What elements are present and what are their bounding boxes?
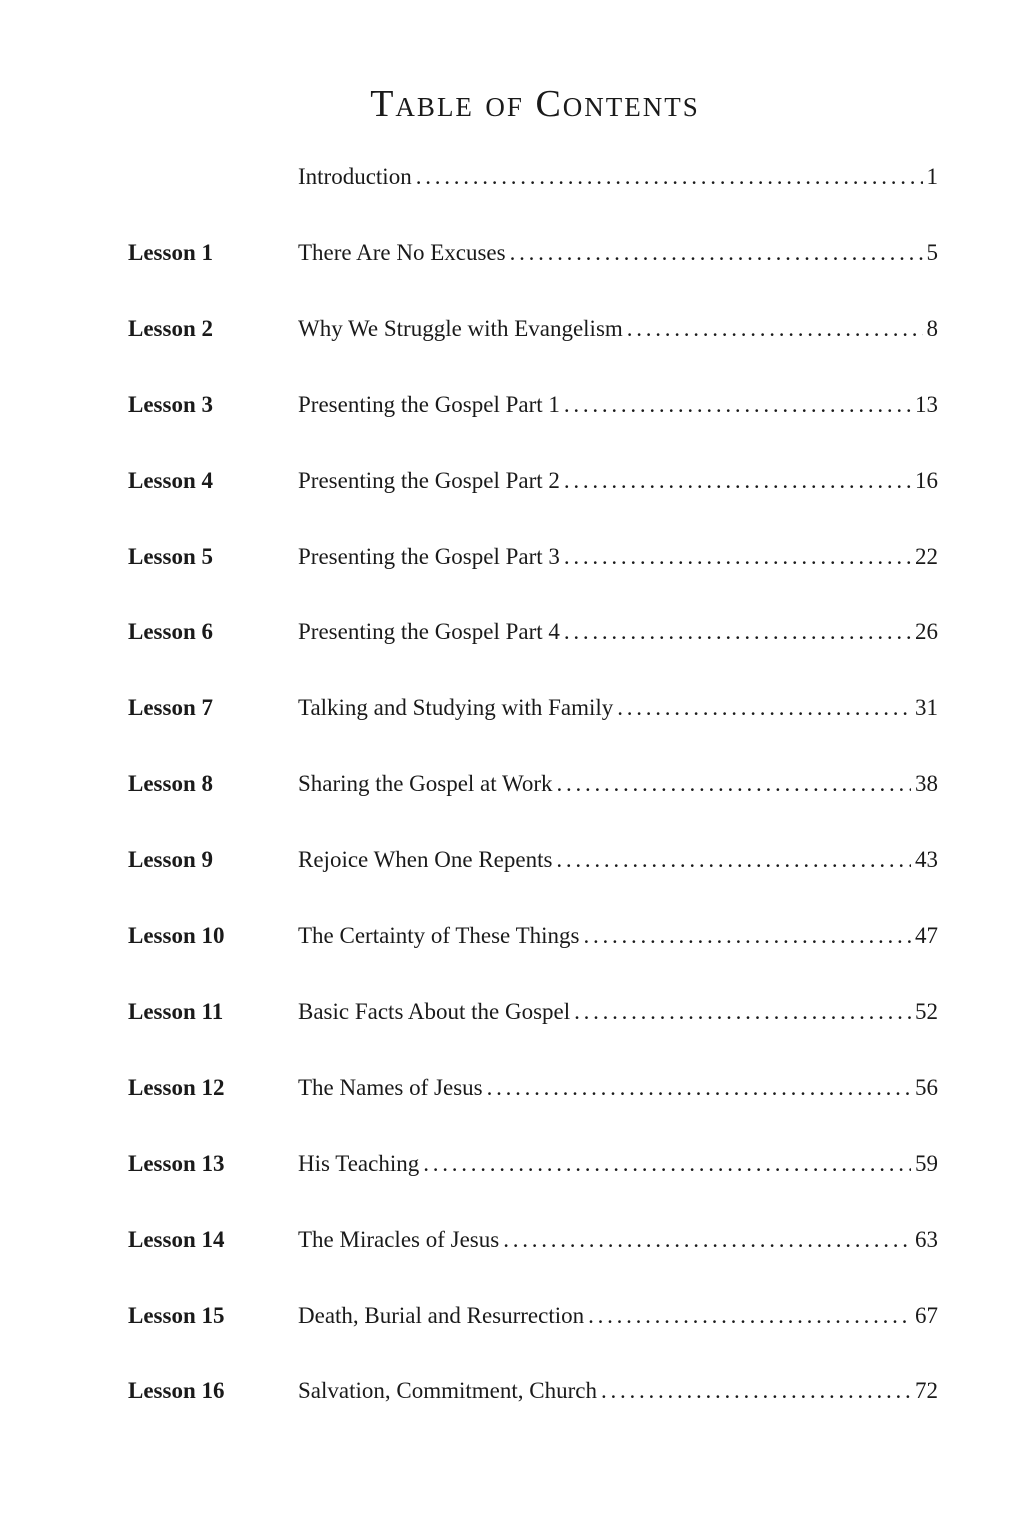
entry-title: Basic Facts About the Gospel: [298, 998, 571, 1024]
dot-leader: [617, 695, 911, 721]
entry-title: Presenting the Gospel Part 3: [298, 543, 560, 569]
entry-line: [298, 695, 938, 721]
entry-line: [298, 1303, 938, 1329]
entry-title: His Teaching: [298, 1150, 420, 1176]
entry-title: The Certainty of These Things: [298, 923, 580, 948]
entry-title: Death, Burial and Resurrection: [298, 1302, 585, 1328]
entry-line: [298, 468, 938, 494]
entry-line: [298, 240, 938, 266]
toc-entry[interactable]: [0, 544, 1024, 584]
lesson-label: Lesson 4: [128, 467, 213, 493]
dot-leader: [564, 468, 911, 494]
page-number: 13: [915, 391, 938, 417]
lesson-label: Lesson 5: [128, 543, 213, 569]
page-number: 52: [915, 998, 938, 1024]
dot-leader: [503, 1227, 911, 1253]
entry-line: [298, 1227, 938, 1253]
entry-line: [298, 999, 938, 1025]
entry-line: [298, 923, 938, 949]
entry-title: Salvation, Commitment, Church: [298, 1378, 597, 1404]
dot-leader: [557, 771, 911, 797]
entry-line: [298, 847, 938, 873]
entry-title: There Are No Excuses: [298, 239, 506, 265]
page-number: 67: [915, 1302, 938, 1328]
dot-leader: [583, 923, 911, 949]
toc-entry[interactable]: [0, 1378, 1024, 1418]
page-number: 22: [915, 543, 938, 569]
page-title: Table of Contents: [370, 83, 700, 125]
dot-leader: [416, 164, 923, 190]
page-number: 47: [915, 923, 938, 948]
dot-leader: [564, 544, 911, 570]
page-number: 72: [915, 1378, 938, 1404]
page-number: 26: [915, 619, 938, 645]
toc-entry[interactable]: [0, 619, 1024, 659]
page-number: 43: [915, 847, 938, 873]
entry-line: [298, 619, 938, 645]
page-number: 8: [926, 315, 938, 341]
toc-entry[interactable]: [0, 468, 1024, 508]
entry-line: [298, 316, 938, 342]
entry-line: [298, 164, 938, 190]
entry-line: [298, 771, 938, 797]
entry-title: Presenting the Gospel Part 2: [298, 467, 560, 493]
dot-leader: [556, 847, 911, 873]
dot-leader: [423, 1151, 911, 1177]
entry-title: The Miracles of Jesus: [298, 1226, 500, 1252]
lesson-label: Lesson 13: [128, 1150, 225, 1176]
entry-title: Why We Struggle with Evangelism: [298, 315, 623, 341]
dot-leader: [601, 1378, 911, 1404]
dot-leader: [627, 316, 923, 342]
lesson-label: Lesson 16: [128, 1378, 225, 1404]
toc-entry[interactable]: [0, 164, 1024, 204]
lesson-label: Lesson 10: [128, 923, 225, 948]
lesson-label: Lesson 9: [128, 847, 213, 873]
toc-entry[interactable]: [0, 240, 1024, 280]
entry-line: [298, 1151, 938, 1177]
lesson-label: Lesson 7: [128, 695, 213, 721]
entry-title: Sharing the Gospel at Work: [298, 771, 553, 797]
lesson-label: Lesson 8: [128, 771, 213, 797]
lesson-label: Lesson 2: [128, 315, 213, 341]
toc-entry[interactable]: [0, 923, 1024, 963]
toc-entry[interactable]: [0, 1227, 1024, 1267]
entry-title: Presenting the Gospel Part 1: [298, 391, 560, 417]
lesson-label: Lesson 12: [128, 1074, 225, 1100]
entry-title: Presenting the Gospel Part 4: [298, 619, 560, 645]
page-number: 38: [915, 771, 938, 797]
lesson-label: Lesson 11: [128, 998, 224, 1024]
entry-title: Rejoice When One Repents: [298, 847, 553, 873]
entry-line: [298, 1075, 938, 1101]
page-number: 63: [915, 1226, 938, 1252]
dot-leader: [564, 392, 911, 418]
toc-entry[interactable]: [0, 695, 1024, 735]
lesson-label: Lesson 6: [128, 619, 213, 645]
dot-leader: [487, 1075, 911, 1101]
lesson-label: Lesson 14: [128, 1226, 225, 1252]
entry-title: Talking and Studying with Family: [298, 695, 614, 721]
toc-entry[interactable]: [0, 1075, 1024, 1115]
toc-entry[interactable]: [0, 1303, 1024, 1343]
dot-leader: [588, 1303, 911, 1329]
lesson-label: Lesson 3: [128, 391, 213, 417]
page-number: 1: [926, 164, 938, 189]
page-number: 59: [915, 1150, 938, 1176]
page-number: 16: [915, 467, 938, 493]
page-number: 31: [915, 695, 938, 721]
entry-title: Introduction: [298, 164, 412, 189]
entry-title: The Names of Jesus: [298, 1074, 483, 1100]
toc-entry[interactable]: [0, 1151, 1024, 1191]
toc-entry[interactable]: [0, 392, 1024, 432]
toc-entry[interactable]: [0, 999, 1024, 1039]
page-number: 5: [926, 239, 938, 265]
dot-leader: [510, 240, 923, 266]
lesson-label: Lesson 1: [128, 239, 213, 265]
page-number: 56: [915, 1074, 938, 1100]
entry-line: [298, 1378, 938, 1404]
toc-entry[interactable]: [0, 771, 1024, 811]
entry-line: [298, 392, 938, 418]
dot-leader: [564, 619, 911, 645]
toc-entry[interactable]: [0, 316, 1024, 356]
dot-leader: [574, 999, 911, 1025]
toc-entry[interactable]: [0, 847, 1024, 887]
lesson-label: Lesson 15: [128, 1302, 225, 1328]
entry-line: [298, 544, 938, 570]
